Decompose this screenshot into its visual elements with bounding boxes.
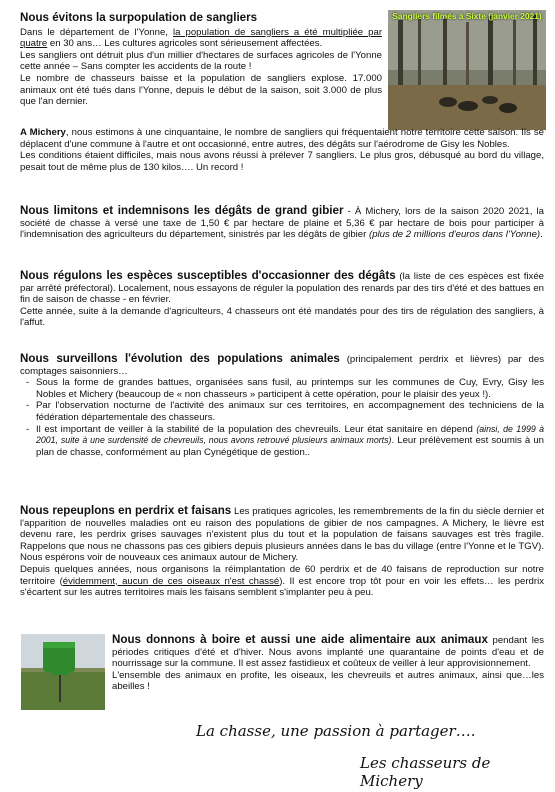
- section-damage: [20, 205, 544, 241]
- paragraph: Les sangliers ont détruit plus d'un millier d'hectares de surfaces agricoles de l'Yonne cette année – Sans compter les accidents de la route !: [20, 49, 382, 73]
- section-title: Nous surveillons l'évolution des populations animales: [20, 352, 340, 365]
- paragraph-text: , nous estimons à une cinquantaine, le nombre de sangliers qui fréquentaient notre territoire cette saison. Ils se déplacent d'une commune à l'autre et ont occasionné, entre autres, des dégâts sur l'aérodrome de Gisy les Nobles.: [20, 127, 544, 150]
- paragraph-text: Les pratiques agricoles, les remembrements de la fin du siècle dernier et l'apparition de nouvelles maladies ont eu raison des populations de gibier de nos campagnes. A Michery, le lièvre est devenu rare, les perdrix grises sauvages n'existent plus du tout et la population de faisans sauvages est très fragile. Rappelons que nous ne chassons pas ces gibiers depuis plusieurs années dans le bas du village (entre l'Yonne et le TGV). Nous espérons voir de nouveaux ces animaux autour de Michery.: [20, 506, 544, 564]
- section-regulation: [20, 270, 544, 329]
- paragraph: Cette année, suite à la demande d'agriculteurs, 4 chasseurs ont été mandatés pour des tirs de régulation des sangliers, à l'affut.: [20, 305, 544, 329]
- section-title: Nous repeuplons en perdrix et faisans: [20, 504, 232, 517]
- section-title: Nous évitons la surpopulation de sangliers: [20, 11, 258, 24]
- signature: Les chasseurs de Michery: [360, 754, 491, 790]
- section-title: Nous régulons les espèces susceptibles d'occasionner des dégâts: [20, 269, 396, 282]
- section-title: Nous donnons à boire et aussi une aide alimentaire aux animaux: [112, 633, 488, 646]
- list-item: - Par l'observation nocturne de l'activité des animaux sur ces territoires, en accompagnement des techniciens de la fédération départementale des chasseurs.: [26, 400, 544, 423]
- italic-text: (ainsi, de 1999 à 2001, suite à une surdensité de chevreuils, nous avons retrouvé plusieurs animaux morts): [36, 423, 545, 446]
- list-item: - Sous la forme de grandes battues, organisées sans fusil, au printemps sur les communes de Cuy, Evry, Gisy les Nobles et Michery (beaucoup de « non chasseurs » participent à cette opération, pour le plaisir des yeux !).: [26, 377, 544, 400]
- italic-text: (plus de 2 millions d'euros dans l'Yonne): [369, 229, 541, 241]
- section-restocking: [20, 505, 544, 599]
- paragraph: L'ensemble des animaux en profite, les oiseaux, les chevreuils et autres animaux, ainsi que…les abeilles !: [112, 669, 544, 693]
- feeder-photo: [21, 634, 105, 710]
- section-feeding: [112, 634, 544, 693]
- paragraph-text: ). Il est encore trop tôt pour en voir les effets… les perdrix s'écartent sur les autres territoires mais les faisans semblent s'implanter peu à peu.: [20, 575, 544, 599]
- paragraph: Les conditions étaient difficiles, mais nous avons réussi à prélever 7 sangliers. Le plus gros, débusqué au bord du village, pesait tout de même plus de 130 kilos…. Un record !: [20, 150, 544, 173]
- section-monitoring: [20, 353, 544, 458]
- list-item: [26, 424, 544, 459]
- paragraph-text: - À Michery, lors de la saison 2020 2021, la société de chasse à versé une taxe de 1,50 € par hectare de plaine et 5,36 € par hectare de bois pour participer à l'indemnisation des agriculteurs du département, sinistrés par les dégâts de gibier: [20, 206, 544, 241]
- paragraph-text: Dans le département de l'Yonne,: [20, 26, 173, 38]
- underlined-text: évidemment, aucun de ces oiseaux n'est chassé: [62, 575, 280, 587]
- list-item-text: Il est important de veiller à la stabilité de la population des chevreuils. Leur état sanitaire en dépend: [36, 423, 477, 435]
- paragraph-text: Depuis quelques années, nous organisons la réimplantation de 60 perdrix et de 40 faisans de reproduction sur notre territoire (: [20, 563, 544, 587]
- wild-boar-photo: [388, 10, 546, 130]
- paragraph-text: en 30 ans… Les cultures agricoles sont sérieusement affectées.: [47, 38, 323, 50]
- paragraph-text: .: [540, 229, 543, 241]
- underlined-text: la population de sangliers a été multipliée par quatre: [20, 26, 383, 50]
- paragraph-text: pendant les périodes critiques d'été et d'hiver. Nous avons implanté une quarantaine de points d'eau et de nourrissage sur la commune. Il est assez fastidieux et coûteux de veiller à leur approvisionnement.: [112, 635, 544, 670]
- paragraph: Le nombre de chasseurs baisse et la population de sangliers explose. 17.000 animaux ont été tués dans l'Yonne, depuis le début de la saison, soit 3.000 de plus que l'an dernier.: [20, 72, 382, 108]
- photo-caption: Sangliers filmés à Sixte (janvier 2021): [392, 11, 542, 21]
- slogan: La chasse, une passion à partager….: [196, 722, 476, 740]
- paragraph-text: (la liste de ces espèces est fixée par arrêté préfectoral). Localement, nous essayons de réguler la population des renards par des tirs d'été et des battues en fin de saison de chasse - en février.: [20, 271, 544, 306]
- section-wild-boar: [20, 12, 382, 108]
- forest-scene-image: [388, 10, 546, 130]
- monitoring-list: [20, 377, 544, 458]
- list-item-text: . Leur prélèvement est soumis à un plan de chasse, conformément au plan Cynégétique de gestion..: [36, 435, 544, 458]
- bold-text: A Michery: [20, 127, 66, 138]
- section-title: Nous limitons et indemnisons les dégâts de grand gibier: [20, 204, 344, 217]
- section-wild-boar-cont: [20, 127, 544, 173]
- feeder-image: [21, 634, 105, 710]
- paragraph-text: (principalement perdrix et lièvres) par des comptages saisonniers…: [20, 354, 544, 377]
